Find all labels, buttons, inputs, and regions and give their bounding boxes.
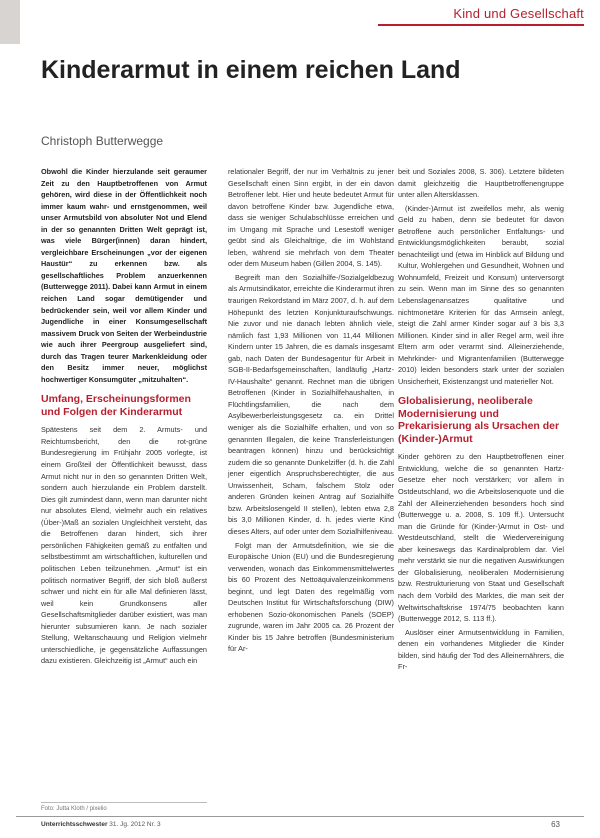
journal-name: Unterrichtsschwester	[41, 821, 108, 828]
journal-info	[41, 821, 161, 828]
photo-credit: Foto: Jutta Kloth / pixelio	[41, 806, 107, 812]
article-author: Christoph Butterwegge	[41, 134, 164, 148]
subheading-1: Umfang, Erscheinungsformen und Folgen der Kinderarmut	[41, 393, 191, 418]
body-paragraph: Kinder gehören zu den Hauptbetroffenen einer Entwicklung, welche die so genannten Hartz-Gesetze eher noch verstärken; vor allem in Ostdeutschland, wo die Arbeitslosenquote und die Zahl der Alleinerziehenden besonders hoch sind (Butterwegge u. a. 2008, S. 109 ff.). Untersucht man die Gründe für (Kinder-)Armut in Ost- und Westdeutschland, stellt die Wiedervereinigung aber keineswegs das Kardinalproblem dar. Viel mehr verstärkt sie nur die negativen Auswirkungen der Globalisierung, neoliberalen Modernisierung bzw. Restrukturierung von Staat und Gesellschaft nach dem Vorbild des Marktes, die man seit der Weltwirtschaftskrise 1974/75 beobachten kann (Butterwegge 2012, S. 113 ff.).	[398, 452, 564, 624]
article-title: Kinderarmut in einem reichen Land	[41, 56, 461, 84]
body-paragraph: Begreift man den Sozialhilfe-/Sozialgeldbezug als Armutsindikator, erreichte die Kinderarmut ihren traurigen Rekordstand im März 2007, d. h. auf dem Höhepunkt des letzten Konjunkturaufschwungs. Nie zuvor und nie danach lebten ähnlich viele, nämlich fast 1,93 Millionen von 11,44 Millionen Kindern unter 15 Jahren, die es damals insgesamt gab, nach Daten der Bundesagentur für Arbeit in SGB-II-Bedarfsgemeinschaften, landläufig „Hartz-IV-Haushalte“ genannt. Rechnet man die übrigen Betroffenen (Kinder in Sozialhilfehaushalten, in Flüchtlingsfamilien, die nach dem Asylbewerberleistungsgesetz ca. ein Drittel weniger als die Sozialhilfe erhalten, und von so genannten Illegalen, die keine Transferleistungen beantragen können) hinzu und berücksichtigt zudem die so genannte Dunkelziffer (d. h. die Zahl jener eigentlich Anspruchsberechtigter, die aus Unwissenheit, Scham, falschem Stolz oder anderen Gründen keinen Antrag auf Sozialhilfe bzw. Arbeitslosengeld II stellen), lebten etwa 2,8 bis 3,0 Millionen Kinder, d. h. jedes vierte Kind dieses Alters, auf oder unter dem Sozialhilfeniveau.	[228, 272, 394, 536]
subheading-2: Globalisierung, neoliberale Modernisierung und Prekarisierung als Ursachen der (Kinder-)Armut	[398, 395, 560, 445]
body-paragraph: Folgt man der Armutsdefinition, wie sie die Europäische Union (EU) und die Bundesregierung verwenden, wonach das Einkommensmittelwertes bis 60 Prozent des Nettoäquivalenzeinkommens beginnt, und legt Daten des regelmäßig vom Deutschen Institut für Wirtschaftsforschung (DIW) erhobenen Sozio-ökonomischen Panels (SOEP) zugrunde, waren im Jahr 2005 ca. 26 Prozent der Kinder bis 15 Jahre betroffen (Bundesministerium für Ar-	[228, 540, 394, 654]
section-label: Kind und Gesellschaft	[453, 6, 584, 21]
section-rule	[378, 24, 584, 26]
lead-paragraph: Obwohl die Kinder hierzulande seit geraumer Zeit zu den Hauptbetroffenen von Armut gehören, wird diese in der Öffentlichkeit noch immer kaum wahr- und ernstgenommen, weil unser Armutsbild von absoluter Not und Elend in der so genannten Dritten Welt geprägt ist, was viele Bürger(innen) daran hindert, vergleichbare Erscheinungen „vor der eigenen Haustür“ zu erkennen bzw. als gesellschaftliches Problem anzuerkennen (Butterwegge 2011). Dabei kann Armut in einem reichen Land sogar demütigender und bedrückender sein, weil vor allem Kinder und Jugendliche in einer Konsumgesellschaft massivem Druck von Seiten der Werbeindustrie wie auch ihrer Peergroup ausgeliefert sind, durch das Tragen teurer Markenkleidung oder den Besitz immer neuer, möglichst hochwertiger Konsumgüter „mitzuhalten“.	[41, 167, 207, 384]
journal-issue: 31. Jg. 2012 Nr. 3	[109, 821, 161, 828]
body-paragraph: beit und Soziales 2008, S. 306). Letztere bildeten damit gleichzeitig die Hauptbetroffenengruppe unter allen Altersklassen.	[398, 167, 564, 200]
footer-rule	[16, 816, 584, 817]
page-number: 63	[551, 820, 560, 829]
column-3	[398, 166, 564, 675]
column-2	[228, 166, 394, 657]
footnote-rule	[41, 802, 207, 803]
corner-tab	[0, 0, 20, 44]
body-paragraph: Spätestens seit dem 2. Armuts- und Reichtumsbericht, den die rot-grüne Bundesregierung im Frühjahr 2005 vorlegte, ist einem Großteil der Öffentlichkeit bewusst, dass Armut nicht nur in den so genannten Dritten Welt, sondern auch hierzulande ein Problem darstellt. Dies gilt zumindest dann, wenn man darunter nicht nur absolutes Elend, vielmehr auch ein relatives (Über-)Maß an sozialen Ungleichheit versteht, das die Betroffenen daran hindert, sich ihrer persönlichen Fähigkeiten gemäß zu entfalten und selbstbestimmt am wirtschaftlichen, kulturellen und politischen Leben teilzunehmen. „Armut“ ist ein politisch normativer Begriff, der sich bloß äußerst schwer und nicht ein für alle Mal definieren lässt, weil kein Grundkonsens aller Gesellschaftsmitglieder darüber existiert, was man hierunter subsumieren kann. Je nach sozialer Stellung, Weltanschauung und Religion vielmehr unterschiedliche, je gegensätzliche Auffassungen dazu existieren. Gleichzeitig ist „Armut“ auch ein	[41, 425, 207, 666]
body-paragraph: (Kinder-)Armut ist zweifellos mehr, als wenig Geld zu haben, denn sie bedeutet für davon Betroffene auch persönlicher Entfaltungs- und Entwicklungsmöglichkeiten beraubt, sozial benachteiligt und (etwa im Hinblick auf Bildung und Kultur, Wohlergehen und Gesundheit, Wohnen und Wohnumfeld, Freizeit und Konsum) unterversorgt zu sein. Wenn man im Sinne des so genannten Lebenslagenansatzes qualitative und nichtmonetäre Kriterien für das Armsein anlegt, steigt die Zahl armer Kinder sogar auf 3 bis 3,3 Millionen. Kinder sind in aller Regel arm, weil ihre Eltern arm oder verarmt sind. Alleinerziehende, Mehrkinder- und Migrantenfamilien (Butterwegge 2010) leiden besonders stark unter der sozialen Unsicherheit, Existenzangst und materieller Not.	[398, 203, 564, 386]
body-paragraph: Auslöser einer Armutsentwicklung in Familien, denen ein vorhandenes Mitglieder die Kinder bilden, sind häufig der Tod des Alleinernährers, die Fr-	[398, 627, 564, 672]
column-1	[41, 166, 207, 669]
body-paragraph: relationaler Begriff, der nur im Verhältnis zu jener Gesellschaft einen Sinn ergibt, in der ein davon Betroffener lebt. Hier und heute bedeutet Armut für davon betroffene Kinder bzw. Jugendliche etwa, dass sie weniger Schulabschlüsse erreichen und im Umgang mit Sprache und Lesestoff weniger geübt sind als Gleichaltrige, die im Wohlstand leben, während sie mehrfach von dem Theater oder dem Museum haben (Gillen 2004, S. 145).	[228, 167, 394, 269]
